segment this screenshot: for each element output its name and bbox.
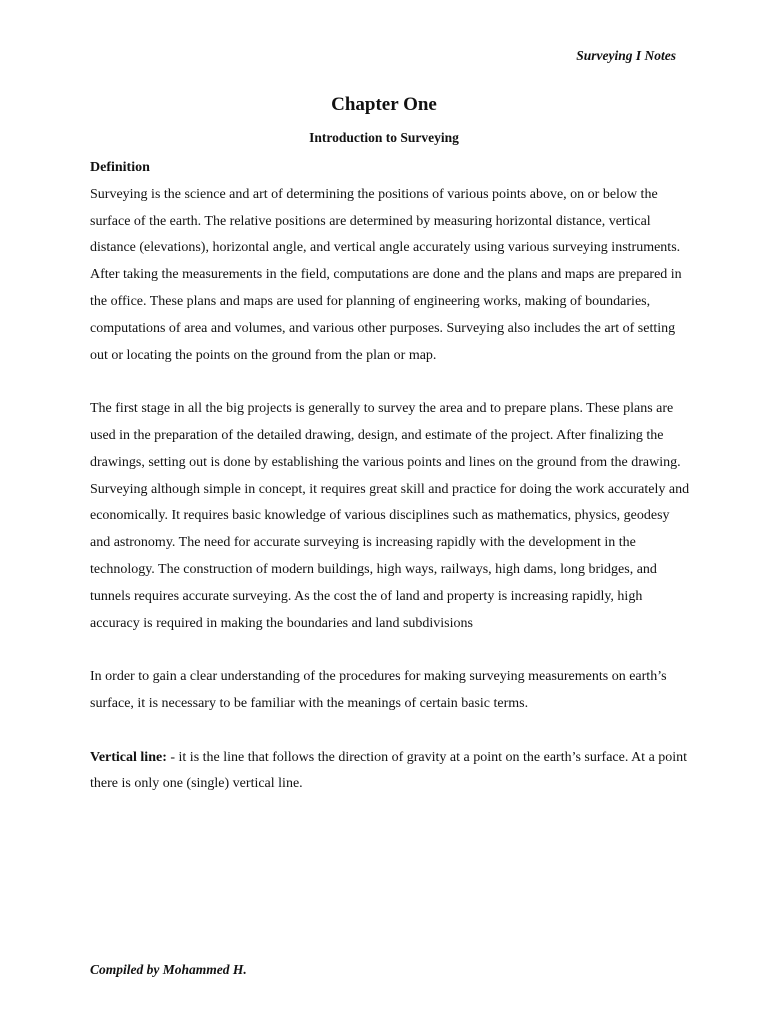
paragraph-spacer [90, 718, 690, 745]
paragraph-spacer [90, 637, 690, 664]
paragraph-first-stage: The first stage in all the big projects is generally to survey the area and to prepare plans. These plans are used in the preparation of the detailed drawing, design, and estimate of the project. After finalizing the drawings, setting out is done by establishing the various points and lines on the ground from the drawing. [90, 401, 681, 470]
paragraph-definition: Surveying is the science and art of determining the positions of various points above, on or below the surface of the earth. The relative positions are determined by measuring horizontal distance, vertical distance (elevations), horizontal angle, and vertical angle accurately using various surveying instruments. After taking the measurements in the field, computations are done and the plans and maps are prepared in the office. These plans and maps are used for planning of engineering works, making of boundaries, computations of area and volumes, and various other purposes. Surveying also includes the art of setting out or locating the points on the ground from the plan or map. [90, 186, 682, 363]
term-vertical-line: Vertical line: [90, 749, 167, 765]
definition-vertical-line: - it is the line that follows the direction of gravity at a point on the earth’s surface. At a point there is only one (single) vertical line. [90, 749, 688, 792]
definition-heading: Definition [90, 160, 150, 175]
footer-compiled-by: Compiled by Mohammed H. [90, 962, 247, 977]
paragraph-basic-terms: In order to gain a clear understanding of the procedures for making surveying measurements on earth’s surface, it is necessary to be familiar with the meanings of certain basic terms. [90, 669, 667, 711]
chapter-subtitle: Introduction to Surveying [309, 130, 459, 145]
chapter-title: Chapter One [331, 94, 437, 115]
document-body [90, 155, 690, 798]
running-header: Surveying I Notes [576, 48, 676, 63]
paragraph-spacer [90, 369, 690, 396]
paragraph-vertical-line [90, 745, 690, 799]
paragraph-skill: Surveying although simple in concept, it requires great skill and practice for doing the work accurately and economically. It requires basic knowledge of various disciplines such as mathematics, physics, geodesy and astronomy. The need for accurate surveying is increasing rapidly with the development in the technology. The construction of modern buildings, high ways, railways, high dams, long bridges, and tunnels requires accurate surveying. As the cost the of land and property is increasing rapidly, high accuracy is required in making the boundaries and land subdivisions [90, 481, 690, 631]
